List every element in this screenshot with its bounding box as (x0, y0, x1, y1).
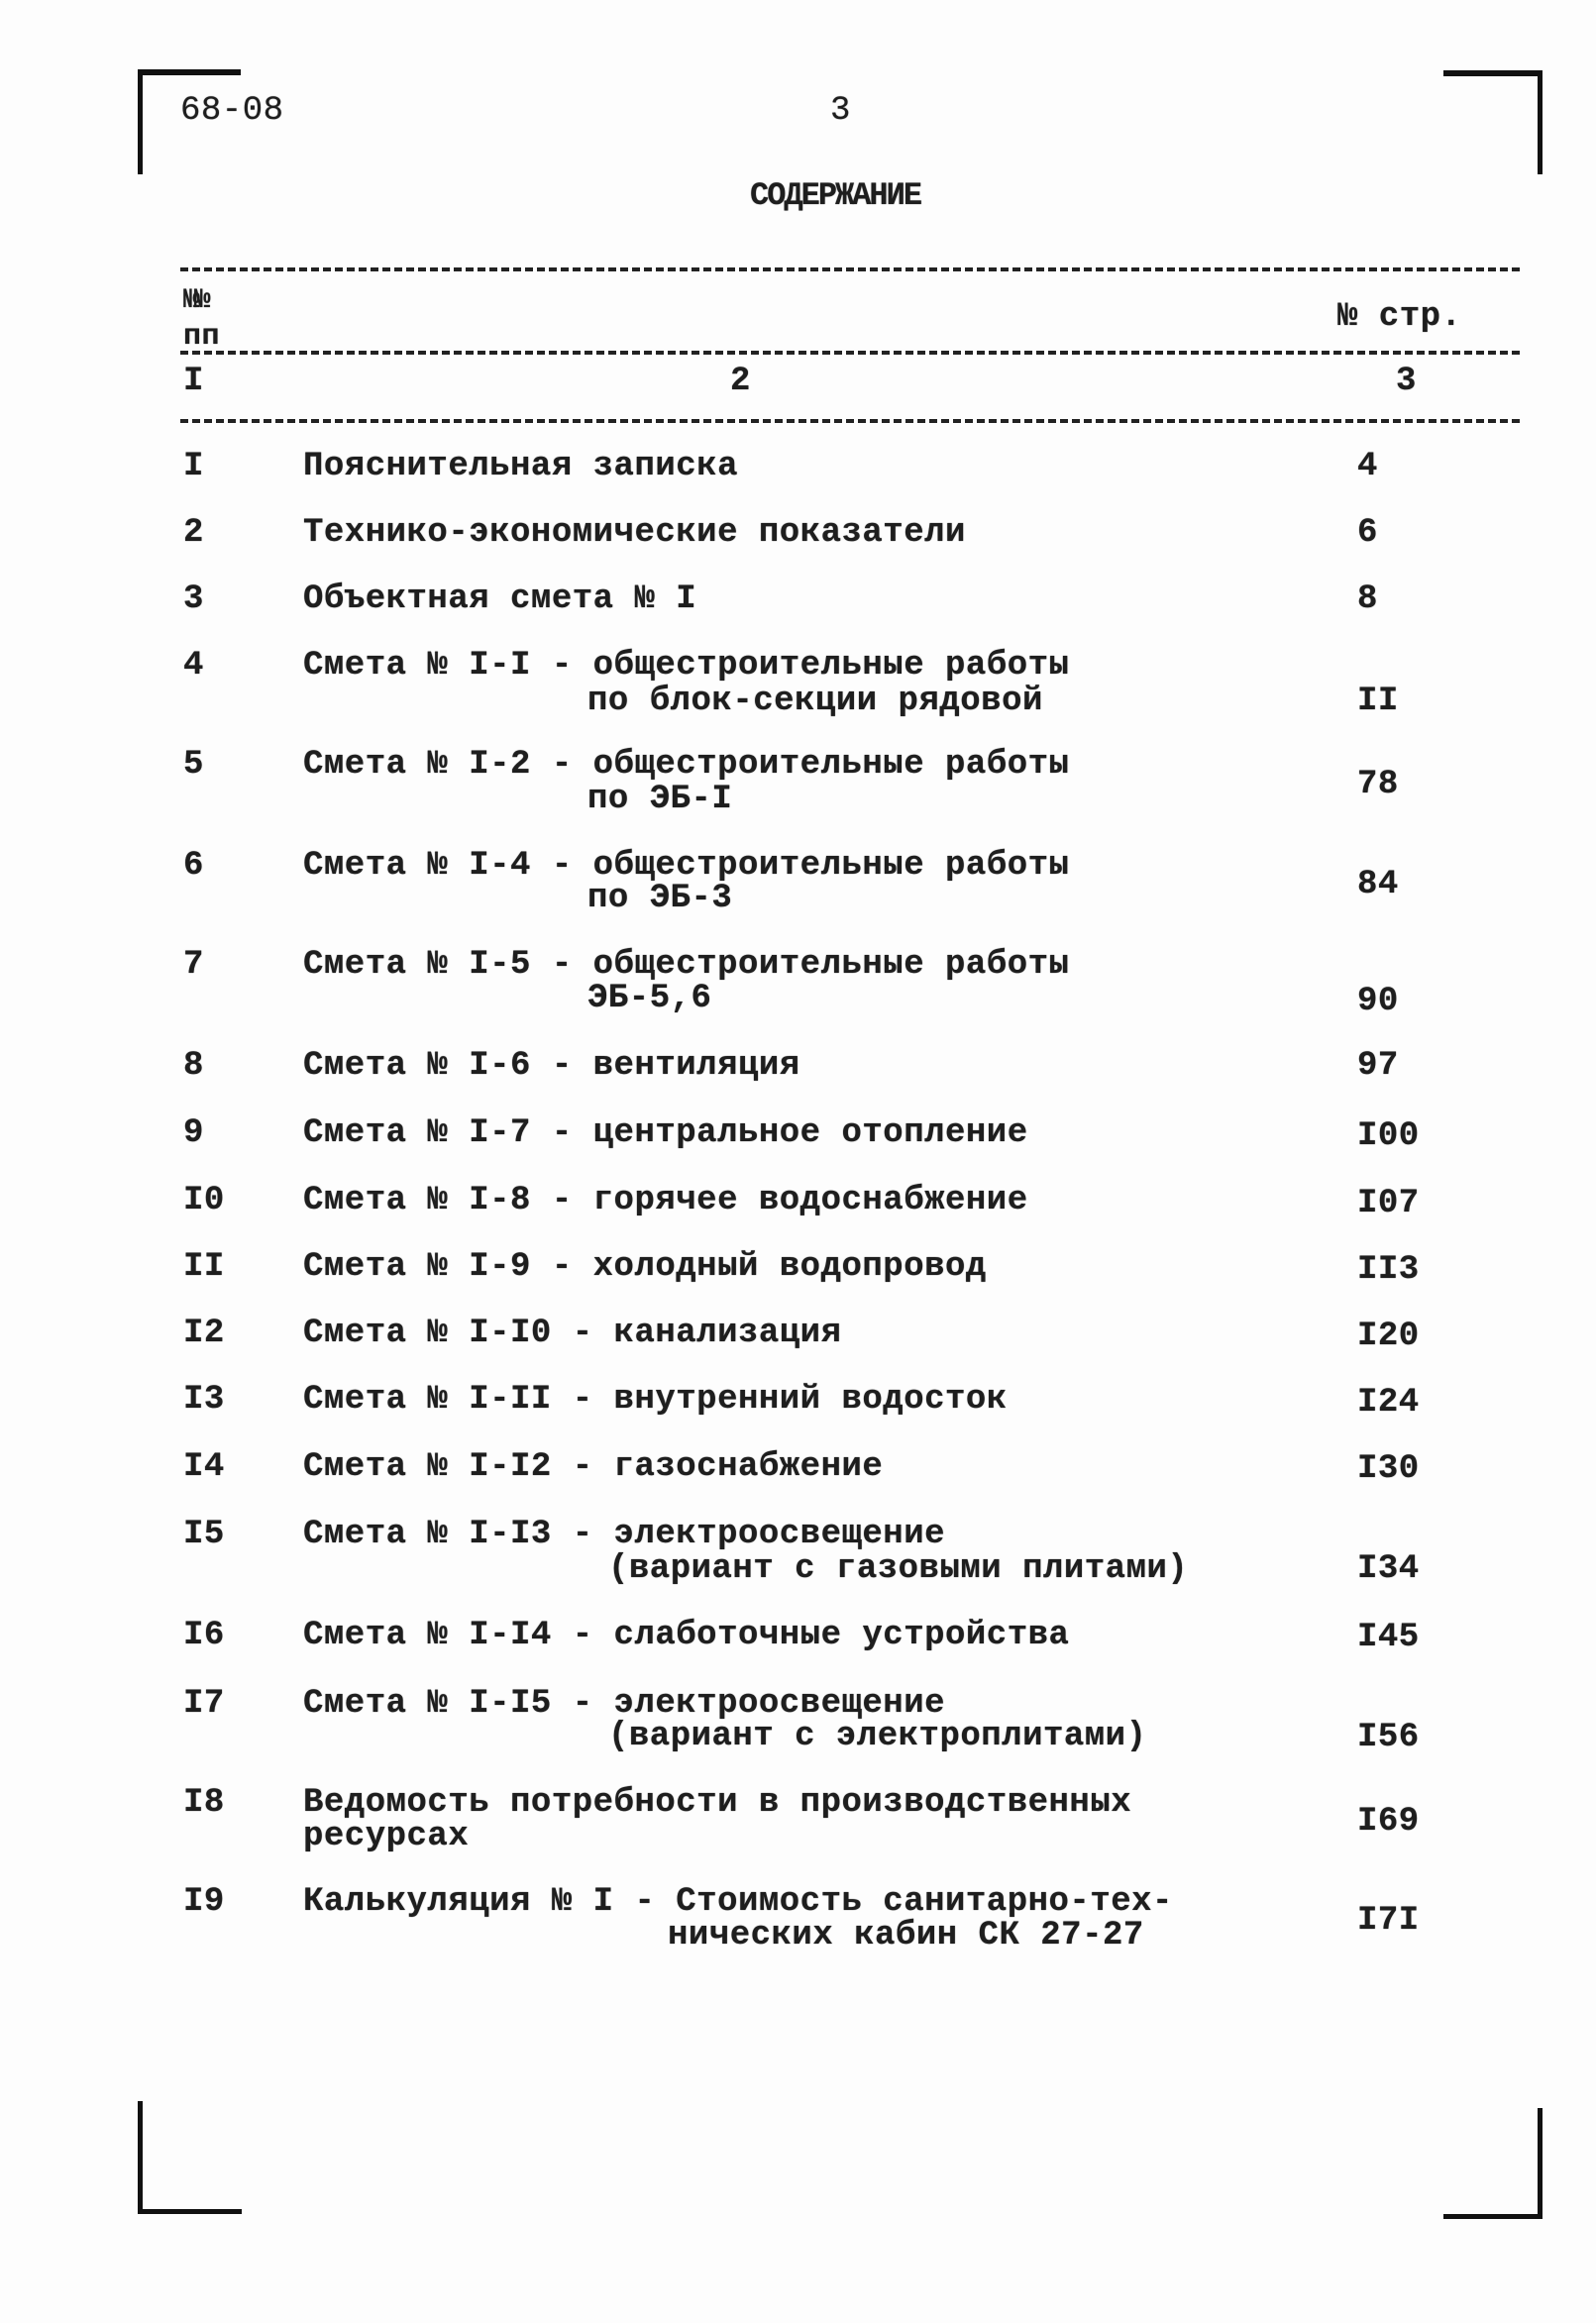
row-title: Ведомость потребности в производственных (303, 1784, 1132, 1822)
document-code: 68-08 (180, 92, 284, 130)
row-page: 84 (1357, 866, 1399, 903)
row-title: Объектная смета № I (303, 581, 697, 618)
row-page: 6 (1357, 514, 1378, 552)
corner-bracket-bottom-right (1443, 2214, 1543, 2219)
column-number-3: 3 (1396, 363, 1417, 400)
row-page: II (1357, 683, 1399, 720)
row-number: 9 (183, 1114, 204, 1152)
row-title-continuation: по ЭБ-3 (587, 880, 733, 917)
row-title: Смета № I-8 - горячее водоснабжение (303, 1182, 1028, 1219)
corner-bracket-bottom-left (138, 2209, 242, 2214)
table-body-rule (180, 419, 1520, 423)
row-page: 8 (1357, 581, 1378, 618)
row-title-continuation: ресурсах (303, 1818, 470, 1855)
row-title: Смета № I-7 - центральное отопление (303, 1114, 1028, 1152)
row-number: I6 (183, 1617, 225, 1654)
row-title: Смета № I-2 - общестроительные работы (303, 746, 1070, 784)
row-number: 8 (183, 1047, 204, 1085)
row-number: 5 (183, 746, 204, 784)
page-title: СОДЕРЖАНИЕ (750, 177, 921, 214)
column-number-2: 2 (730, 363, 751, 400)
corner-bracket-top-right (1443, 70, 1543, 76)
row-page: I30 (1357, 1450, 1420, 1488)
row-title-continuation: по ЭБ-I (587, 781, 733, 818)
row-page: I56 (1357, 1719, 1420, 1756)
corner-bracket-bottom-left-vertical (138, 2101, 143, 2214)
row-page: I7I (1357, 1902, 1420, 1940)
row-title-continuation: ЭБ-5,6 (587, 980, 712, 1017)
row-page: I20 (1357, 1318, 1420, 1355)
row-title: Смета № I-4 - общестроительные работы (303, 847, 1070, 885)
row-page: I34 (1357, 1550, 1420, 1588)
row-title: Смета № I-I5 - электроосвещение (303, 1685, 946, 1723)
row-page: I07 (1357, 1185, 1420, 1222)
row-number: I5 (183, 1516, 225, 1553)
num-column-label: №№ (183, 285, 205, 316)
row-title: Смета № I-I4 - слаботочные устройства (303, 1617, 1070, 1654)
row-title-continuation: (вариант с электроплитами) (608, 1718, 1147, 1755)
page-number: 3 (830, 92, 851, 130)
row-title: Смета № I-II - внутренний водосток (303, 1381, 1008, 1419)
row-title: Смета № I-I - общестроительные работы (303, 647, 1070, 685)
row-title-continuation: (вариант с газовыми плитами) (608, 1550, 1189, 1588)
row-page: I24 (1357, 1384, 1420, 1422)
row-title: Смета № I-I2 - газоснабжение (303, 1448, 884, 1486)
corner-bracket-top-right-vertical (1538, 70, 1543, 174)
row-title: Смета № I-5 - общестроительные работы (303, 946, 1070, 984)
row-title: Пояснительная записка (303, 448, 738, 485)
row-title: Смета № I-I0 - канализация (303, 1315, 842, 1352)
row-number: 2 (183, 514, 204, 552)
num-column-label-2: пп (183, 320, 221, 354)
row-number: I (183, 448, 204, 485)
row-page: I45 (1357, 1619, 1420, 1656)
row-number: I2 (183, 1315, 225, 1352)
corner-bracket-top-left (138, 69, 241, 75)
row-number: I8 (183, 1784, 225, 1822)
table-top-rule (180, 267, 1520, 271)
table-header-rule (180, 351, 1520, 355)
row-page: 4 (1357, 448, 1378, 485)
row-number: 3 (183, 581, 204, 618)
row-number: I3 (183, 1381, 225, 1419)
row-number: II (183, 1248, 225, 1286)
row-title: Смета № I-I3 - электроосвещение (303, 1516, 946, 1553)
row-number: I4 (183, 1448, 225, 1486)
row-page: I69 (1357, 1803, 1420, 1841)
row-page: I00 (1357, 1117, 1420, 1155)
row-number: 4 (183, 647, 204, 685)
row-page: II3 (1357, 1251, 1420, 1289)
row-page: 97 (1357, 1047, 1399, 1085)
row-number: I7 (183, 1685, 225, 1723)
corner-bracket-top-left-vertical (138, 69, 143, 174)
row-number: 7 (183, 946, 204, 984)
row-title: Смета № I-6 - вентиляция (303, 1047, 800, 1085)
row-number: I0 (183, 1182, 225, 1219)
row-number: I9 (183, 1883, 225, 1921)
row-page: 78 (1357, 766, 1399, 803)
row-page: 90 (1357, 983, 1399, 1020)
row-title: Технико-экономические показатели (303, 514, 966, 552)
row-number: 6 (183, 847, 204, 885)
row-title-continuation: нических кабин СК 27-27 (668, 1917, 1144, 1954)
corner-bracket-bottom-right-vertical (1538, 2108, 1543, 2219)
page-column-label: № стр. (1337, 298, 1462, 336)
column-number-1: I (183, 363, 204, 400)
row-title-continuation: по блок-секции рядовой (587, 683, 1043, 720)
row-title: Смета № I-9 - холодный водопровод (303, 1248, 987, 1286)
row-title: Калькуляция № I - Стоимость санитарно-тех- (303, 1883, 1173, 1921)
